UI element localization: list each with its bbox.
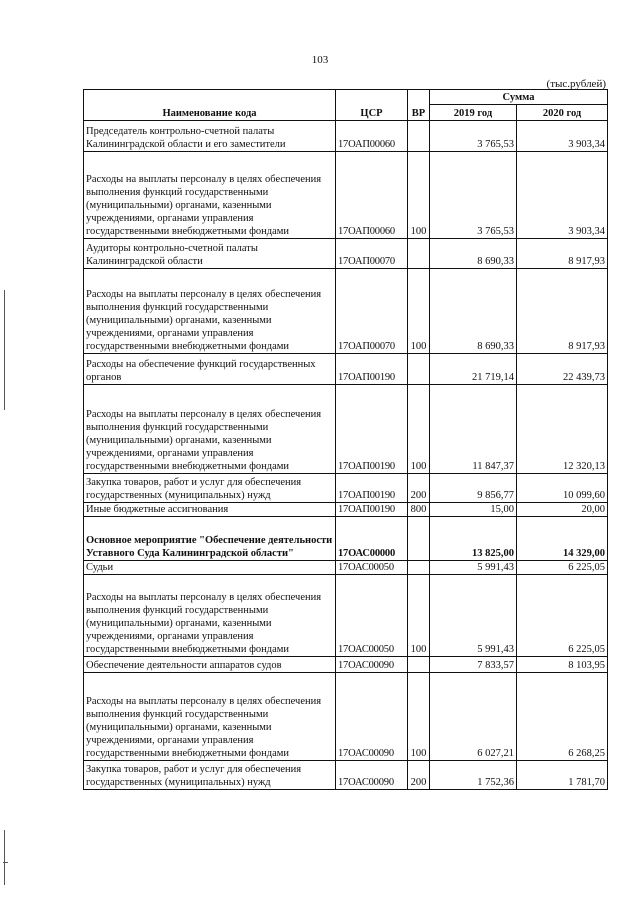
table-row: [84, 152, 608, 239]
row-sum-2019: 7 833,57: [430, 657, 517, 673]
budget-table: [83, 89, 608, 790]
row-csr-code: 17ОАС00050: [336, 561, 408, 575]
table-row: [84, 673, 608, 761]
row-csr-code: 17ОАС00090: [336, 761, 408, 790]
row-csr-code: 17ОАП00190: [336, 503, 408, 517]
row-sum-2020: 3 903,34: [517, 121, 608, 152]
row-vr-code: [408, 354, 430, 385]
row-csr-code: 17ОАП00190: [336, 354, 408, 385]
margin-scan-mark: [4, 290, 5, 410]
row-sum-2019: 13 825,00: [430, 517, 517, 561]
margin-scan-mark: [4, 830, 5, 885]
row-csr-code: 17ОАП00070: [336, 239, 408, 269]
row-sum-2019: 3 765,53: [430, 121, 517, 152]
row-sum-2020: 1 781,70: [517, 761, 608, 790]
row-sum-2019: 5 991,43: [430, 561, 517, 575]
table-row: [84, 354, 608, 385]
row-sum-2020: 10 099,60: [517, 474, 608, 503]
row-sum-2019: 6 027,21: [430, 673, 517, 761]
row-csr-code: 17ОАС00050: [336, 575, 408, 657]
header-csr: ЦСР: [336, 90, 408, 121]
row-name: Расходы на выплаты персоналу в целях обеспечения выполнения функций государственными (муниципальными) органами, казенными учреждениями, органами управления государственными внебюджетными фондами: [84, 269, 336, 354]
row-csr-code: 17ОАП00060: [336, 152, 408, 239]
row-vr-code: [408, 239, 430, 269]
row-vr-code: 200: [408, 761, 430, 790]
row-sum-2019: 1 752,36: [430, 761, 517, 790]
row-sum-2020: 6 268,25: [517, 673, 608, 761]
table-row: [84, 561, 608, 575]
row-name: Расходы на выплаты персоналу в целях обеспечения выполнения функций государственными (муниципальными) органами, казенными учреждениями, органами управления государственными внебюджетными фондами: [84, 575, 336, 657]
row-csr-code: 17ОАП00190: [336, 385, 408, 474]
row-vr-code: 100: [408, 269, 430, 354]
row-name: Закупка товаров, работ и услуг для обеспечения государственных (муниципальных) нужд: [84, 761, 336, 790]
row-vr-code: 100: [408, 152, 430, 239]
row-sum-2019: 8 690,33: [430, 269, 517, 354]
table-row: [84, 657, 608, 673]
table-row: [84, 121, 608, 152]
row-sum-2020: 22 439,73: [517, 354, 608, 385]
row-sum-2020: 12 320,13: [517, 385, 608, 474]
row-name: Председатель контрольно-счетной палаты Калининградской области и его заместители: [84, 121, 336, 152]
table-row: [84, 503, 608, 517]
table-row: [84, 239, 608, 269]
row-name: Иные бюджетные ассигнования: [84, 503, 336, 517]
row-sum-2019: 3 765,53: [430, 152, 517, 239]
row-csr-code: 17ОАП00070: [336, 269, 408, 354]
table-row: [84, 385, 608, 474]
table-row: [84, 575, 608, 657]
row-sum-2020: 6 225,05: [517, 575, 608, 657]
row-csr-code: 17ОАС00090: [336, 657, 408, 673]
row-sum-2019: 21 719,14: [430, 354, 517, 385]
row-name: Расходы на выплаты персоналу в целях обеспечения выполнения функций государственными (муниципальными) органами, казенными учреждениями, органами управления государственными внебюджетными фондами: [84, 673, 336, 761]
row-csr-code: 17ОАС00000: [336, 517, 408, 561]
row-vr-code: 100: [408, 575, 430, 657]
row-vr-code: [408, 517, 430, 561]
row-name: Расходы на выплаты персоналу в целях обеспечения выполнения функций государственными (муниципальными) органами, казенными учреждениями, органами управления государственными внебюджетными фондами: [84, 385, 336, 474]
row-sum-2019: 15,00: [430, 503, 517, 517]
row-sum-2020: 20,00: [517, 503, 608, 517]
row-name: Обеспечение деятельности аппаратов судов: [84, 657, 336, 673]
row-sum-2020: 8 917,93: [517, 269, 608, 354]
header-name: Наименование кода: [84, 90, 336, 121]
header-vr: ВР: [408, 90, 430, 121]
row-sum-2020: 14 329,00: [517, 517, 608, 561]
row-sum-2020: 6 225,05: [517, 561, 608, 575]
row-name: Расходы на обеспечение функций государственных органов: [84, 354, 336, 385]
table-row: [84, 269, 608, 354]
row-sum-2020: 8 917,93: [517, 239, 608, 269]
table-row: [84, 517, 608, 561]
row-vr-code: [408, 561, 430, 575]
row-sum-2019: 9 856,77: [430, 474, 517, 503]
row-csr-code: 17ОАС00090: [336, 673, 408, 761]
row-vr-code: 200: [408, 474, 430, 503]
row-name: Закупка товаров, работ и услуг для обеспечения государственных (муниципальных) нужд: [84, 474, 336, 503]
row-name: Аудиторы контрольно-счетной палаты Калининградской области: [84, 239, 336, 269]
row-vr-code: [408, 657, 430, 673]
row-name: Основное мероприятие "Обеспечение деятельности Уставного Суда Калининградской области": [84, 517, 336, 561]
row-vr-code: 100: [408, 673, 430, 761]
margin-scan-tick: [3, 862, 8, 863]
row-name: Судьи: [84, 561, 336, 575]
row-csr-code: 17ОАП00190: [336, 474, 408, 503]
units-label: (тыс.рублей): [546, 78, 606, 90]
row-sum-2019: 11 847,37: [430, 385, 517, 474]
row-vr-code: [408, 121, 430, 152]
row-sum-2019: 8 690,33: [430, 239, 517, 269]
row-name: Расходы на выплаты персоналу в целях обеспечения выполнения функций государственными (муниципальными) органами, казенными учреждениями, органами управления государственными внебюджетными фондами: [84, 152, 336, 239]
table-row: [84, 761, 608, 790]
page-number: 103: [311, 54, 329, 66]
row-vr-code: 800: [408, 503, 430, 517]
row-sum-2020: 3 903,34: [517, 152, 608, 239]
row-sum-2019: 5 991,43: [430, 575, 517, 657]
header-year-2020: 2020 год: [517, 104, 608, 120]
table-row: [84, 474, 608, 503]
row-csr-code: 17ОАП00060: [336, 121, 408, 152]
header-year-2019: 2019 год: [430, 104, 517, 120]
row-vr-code: 100: [408, 385, 430, 474]
header-sum: Сумма: [430, 90, 608, 105]
row-sum-2020: 8 103,95: [517, 657, 608, 673]
